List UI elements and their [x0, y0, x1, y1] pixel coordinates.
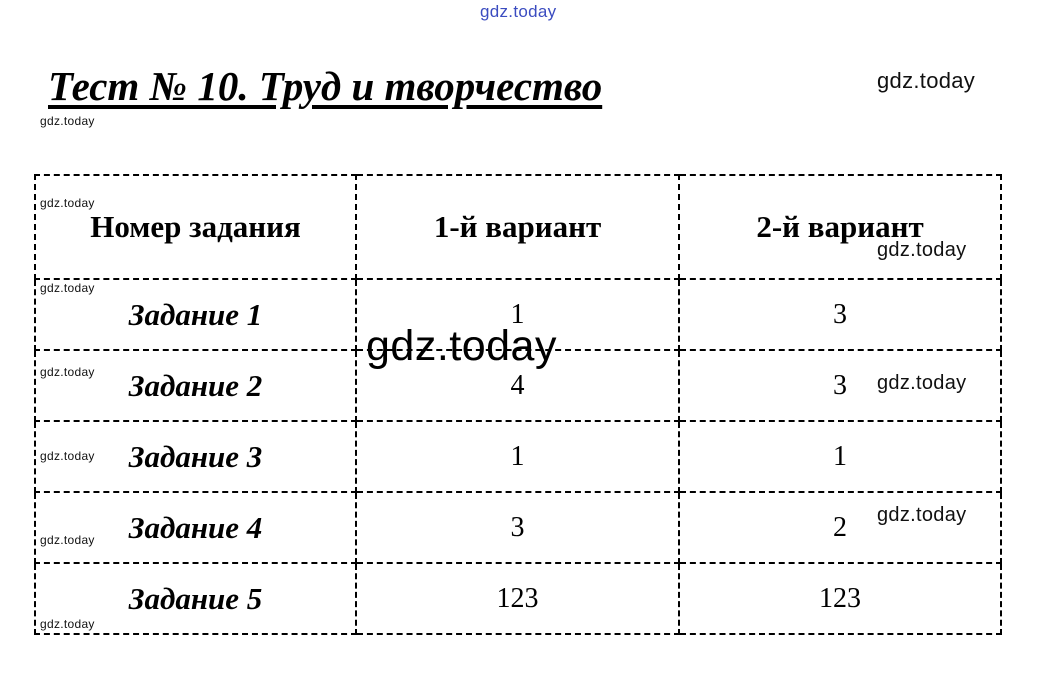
task-label: Задание 1: [35, 279, 356, 350]
watermark-center: gdz.today: [366, 322, 557, 370]
header-variant-1: 1-й вариант: [356, 175, 679, 279]
variant-1-answer: 1: [356, 279, 679, 350]
variant-2-answer: 1: [679, 421, 1001, 492]
watermark-header-left: gdz.today: [40, 196, 95, 210]
page-title: Тест № 10. Труд и творчество: [48, 63, 603, 109]
variant-1-answer: 1: [356, 421, 679, 492]
table-header-row: [35, 175, 1001, 279]
table-row: [35, 563, 1001, 634]
task-label: Задание 4: [35, 492, 356, 563]
header-variant-2: 2-й вариант: [679, 175, 1001, 279]
watermark-row4-right: gdz.today: [877, 504, 967, 526]
variant-1-answer: 3: [356, 492, 679, 563]
variant-2-answer: 123: [679, 563, 1001, 634]
task-label: Задание 5: [35, 563, 356, 634]
variant-1-answer: 4: [356, 350, 679, 421]
watermark-row2-left: gdz.today: [40, 365, 95, 379]
watermark-title-right: gdz.today: [877, 68, 976, 93]
watermark-under-title: gdz.today: [40, 114, 95, 128]
variant-2-answer: 3: [679, 350, 1001, 421]
answers-table: [34, 174, 1002, 635]
watermark-row3-left: gdz.today: [40, 449, 95, 463]
variant-1-answer: 123: [356, 563, 679, 634]
watermark-row2-right: gdz.today: [877, 372, 967, 394]
variant-2-answer: 2: [679, 492, 1001, 563]
variant-2-answer: 3: [679, 279, 1001, 350]
task-label: Задание 2: [35, 350, 356, 421]
table-row: [35, 421, 1001, 492]
watermark-row5-left: gdz.today: [40, 617, 95, 631]
watermark-row1-left: gdz.today: [40, 281, 95, 295]
header-task-number: Номер задания: [35, 175, 356, 279]
table-row: [35, 492, 1001, 563]
watermark-top: gdz.today: [480, 2, 557, 21]
task-label: Задание 3: [35, 421, 356, 492]
watermark-header-right: gdz.today: [877, 239, 967, 261]
watermark-row4-left: gdz.today: [40, 533, 95, 547]
